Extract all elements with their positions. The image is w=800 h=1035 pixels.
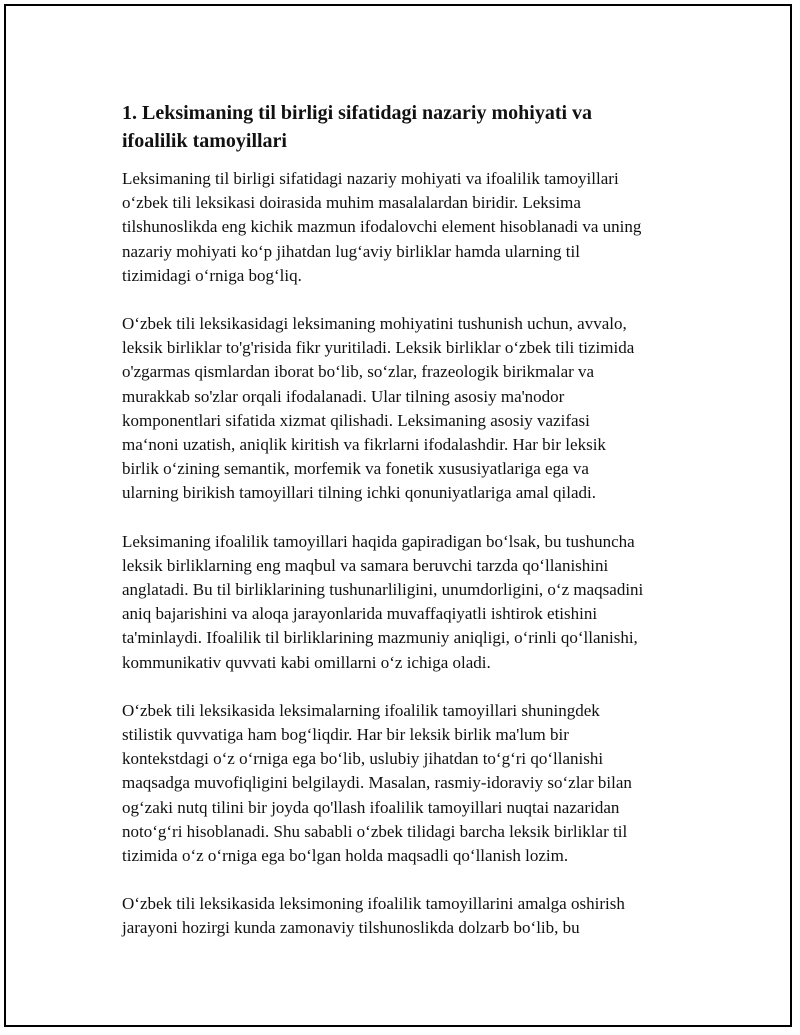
text-line: kontekstdagi o‘z o‘rniga ega bo‘lib, uslubiy jihatdan to‘g‘ri qo‘llanishi [122, 749, 604, 769]
text-line: O‘zbek tili leksikasida leksimoning ifoalilik tamoyillarini amalga oshirish [122, 894, 625, 914]
text-line: leksik birliklarning eng maqbul va samara beruvchi tarzda qo‘llanishini [122, 555, 609, 575]
text-line: jarayoni hozirgi kunda zamonaviy tilshunoslikda dolzarb bo‘lib, bu [122, 918, 580, 938]
paragraph-4 [122, 699, 704, 868]
text-line: nazariy mohiyati ko‘p jihatdan lug‘aviy birliklar hamda ularning til [122, 241, 580, 261]
text-line: anglatadi. Bu til birliklarining tushunarliligini, unumdorligini, o‘z maqsadini [122, 580, 644, 600]
text-line: murakkab so'zlar orqali ifodalanadi. Ular tilning asosiy ma'nodor [122, 386, 565, 406]
text-line: leksik birliklar to'g'risida fikr yuritiladi. Leksik birliklar o‘zbek tili tizimida [122, 338, 635, 358]
page-frame [4, 4, 792, 1027]
text-line: birlik o‘zining semantik, morfemik va fonetik xususiyatlariga ega va [122, 459, 589, 479]
paragraph-2 [122, 312, 704, 506]
text-line: og‘zaki nutq tilini bir joyda qo'llash ifoalilik tamoyillari nuqtai nazaridan [122, 797, 620, 817]
paragraph-1 [122, 167, 704, 288]
text-line: ta'minlaydi. Ifoalilik til birliklarining mazmuniy aniqligi, o‘rinli qo‘llanishi, [122, 628, 638, 648]
text-line: tizimidagi o‘rniga bog‘liq. [122, 265, 302, 285]
text-line: o‘zbek tili leksikasi doirasida muhim masalalardan biridir. Leksima [122, 193, 581, 213]
text-line: Leksimaning til birligi sifatidagi nazariy mohiyati va ifoalilik tamoyillari [122, 169, 619, 188]
text-line: stilistik quvvatiga ham bog‘liqdir. Har bir leksik birlik ma'lum bir [122, 725, 569, 745]
text-line: tizimida o‘z o‘rniga ega bo‘lgan holda maqsadli qo‘llanish lozim. [122, 846, 569, 866]
text-line: ma‘noni uzatish, aniqlik kiritish va fikrlarni ifodalashdir. Har bir leksik [122, 435, 606, 455]
text-line: Leksimaning ifoalilik tamoyillari haqida gapiradigan bo‘lsak, bu tushuncha [122, 531, 635, 551]
text-line: O‘zbek tili leksikasidagi leksimaning mohiyatini tushunish uchun, avvalo, [122, 314, 627, 334]
text-line: kommunikativ quvvati kabi omillarni o‘z ichiga oladi. [122, 652, 491, 672]
text-line: aniq bajarishini va aloqa jarayonlarida muvaffaqiyatli ishtirok etishini [122, 604, 598, 624]
text-line: O‘zbek tili leksikasida leksimalarning ifoalilik tamoyillari shuningdek [122, 700, 600, 720]
text-line: noto‘g‘ri hisoblanadi. Shu sababli o‘zbek tilidagi barcha leksik birliklar til [122, 821, 628, 841]
text-line: komponentlari sifatida xizmat qilishadi. Leksimaning asosiy vazifasi [122, 410, 590, 430]
document-body [122, 99, 704, 965]
text-line: o'zgarmas qismlardan iborat bo‘lib, so‘zlar, frazeologik birikmalar va [122, 362, 595, 382]
text-line: maqsadga muvofiqligini belgilaydi. Masalan, rasmiy-idoraviy so‘zlar bilan [122, 773, 632, 793]
paragraph-3 [122, 530, 704, 675]
text-line: tilshunoslikda eng kichik mazmun ifodalovchi element hisoblanadi va uning [122, 217, 642, 237]
section-title [122, 99, 704, 155]
paragraph-5 [122, 892, 704, 940]
title-line: ifoalilik tamoyillari [122, 130, 287, 152]
title-line: 1. Leksimaning til birligi sifatidagi nazariy mohiyati va [122, 102, 593, 124]
text-line: ularning birikish tamoyillari tilning ichki qonuniyatlariga amal qiladi. [122, 483, 597, 503]
